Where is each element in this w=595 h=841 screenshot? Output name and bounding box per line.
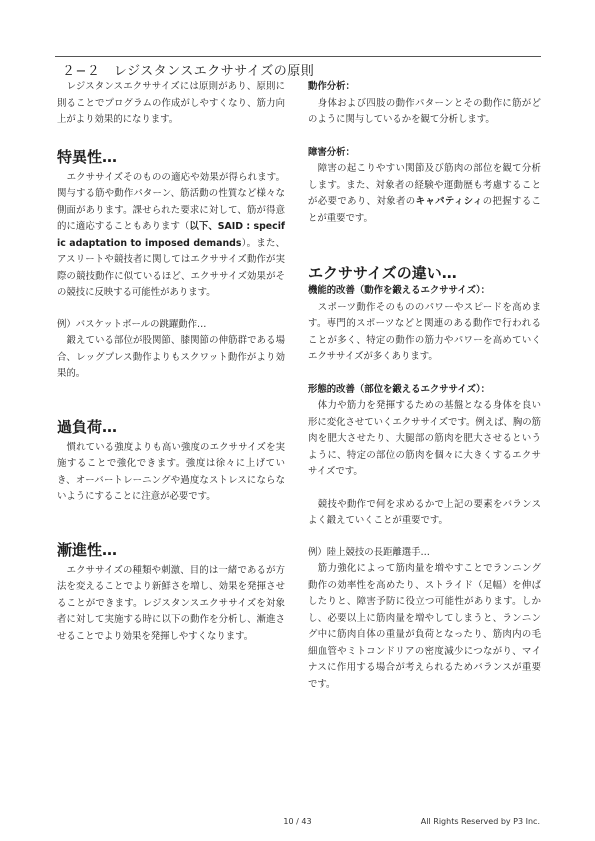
overload-heading: 過負荷… [57,417,118,436]
section-title: ２−２ レジスタンスエクササイズの原則 [62,64,315,79]
capacity-term: キャパティシィ [415,196,483,207]
runner-example-label: 例）陸上競技の長距離選手… [308,546,430,558]
functional-paragraph: スポーツ動作そのもののパワーやスピードを高めます。専門的スポーツなどと関連のある動作で行われることが多く、特定の動作の筋力やパワーを高めていくエクササイズが多くあります。 [308,301,541,362]
said-definition: 以下、SAID : specific adaptation to imposed demands [57,221,285,249]
injury-analysis-heading: 障害分析： [308,146,355,158]
copyright-notice: All Rights Reserved by P3 Inc. [420,817,540,826]
specificity-example-label: 例）バスケットボールの跳躍動作… [57,318,207,330]
progression-heading: 漸進性… [57,540,118,559]
motion-analysis-paragraph: 身体および四肢の動作パターンとその動作に筋がどのように関与しているかを観て分析します。 [308,97,541,125]
overload-paragraph: 慣れている強度よりも高い強度のエクササイズを実施することで強化できます。強度は徐々に上げていき、オーバートレーニングや過度なストレスにならないようにすることに注意が必要です。 [57,441,285,502]
functional-heading: 機能的改善（動作を鍛えるエクササイズ）： [308,285,491,296]
morphological-heading: 形態的改善（部位を鍛えるエクササイズ）： [308,383,491,395]
left-column [57,79,285,645]
specificity-heading: 特異性… [57,147,118,166]
right-column [308,79,541,693]
morphological-paragraph: 体力や筋力を発揮するための基盤となる身体を良い形に変化させていくエクササイズです。例えば、胸の筋肉を肥大させたり、大腿部の筋肉を肥大させるというように、特定の部位の筋肉を個々に大きくするエクササイズです。 [308,400,541,477]
specificity-paragraph: エクササイズそのものの適応や効果が得られます。関与する筋や動作パターン、筋活動の性質など様々な側面があります。課せられた要求に対して、筋が得意的に適応することもあります（以下、SAID : specific adaptation to imposed demands）。また、アスリートや競技者に関してはエクササイズ動作が実際の競技動作に似ているほど、エクササイズ効果がその競技に反映する可能性があります。 [57,171,285,298]
differences-heading: エクササイズの違い… [308,264,457,282]
page-number: 10 / 43 [283,817,312,826]
intro-paragraph: レジスタンスエクササイズには原則があり、原則に則ることでプログラムの作成がしやすくなり、筋力向上がより効果的になります。 [57,81,285,125]
runner-example-body: 筋力強化によって筋肉量を増やすことでランニング動作の効率性を高めたり、ストライド（足幅）を伸ばしたりと、障害予防に役立つ可能性があります。しかし、必要以上に筋肉量を増やしてしまうと、ランニング中に筋肉自体の重量が負荷となったり、筋肉内の毛細血管やミトコンドリアの密度減少につながり、マイナスに作用する場合が考えられるためバランスが重要です。 [308,563,541,690]
injury-analysis-paragraph: 障害の起こりやすい関節及び筋肉の部位を観て分析します。また、対象者の経験や運動歴も考慮することが必要であり、対象者のキャパティシィの把握することが重要です。 [308,163,541,224]
specificity-example-body: 鍛えている部位が股関節、膝関節の伸筋群である場合、レッグプレス動作よりもスクワット動作がより効果的。 [57,335,285,379]
progression-paragraph: エクササイズの種類や刺激、目的は一緒であるが方法を変えることでより新鮮さを増し、効果を発揮させることができます。レジスタンスエクササイズを対象者に対して実施する時に以下の動作を分析し、漸進させることでより効果を発揮しやすくなります。 [57,564,285,642]
header-rule [55,56,541,57]
motion-analysis-heading: 動作分析： [308,81,355,92]
summary-paragraph: 競技や動作で何を求めるかで上記の要素をバランスよく鍛えていくことが重要です。 [308,498,541,526]
